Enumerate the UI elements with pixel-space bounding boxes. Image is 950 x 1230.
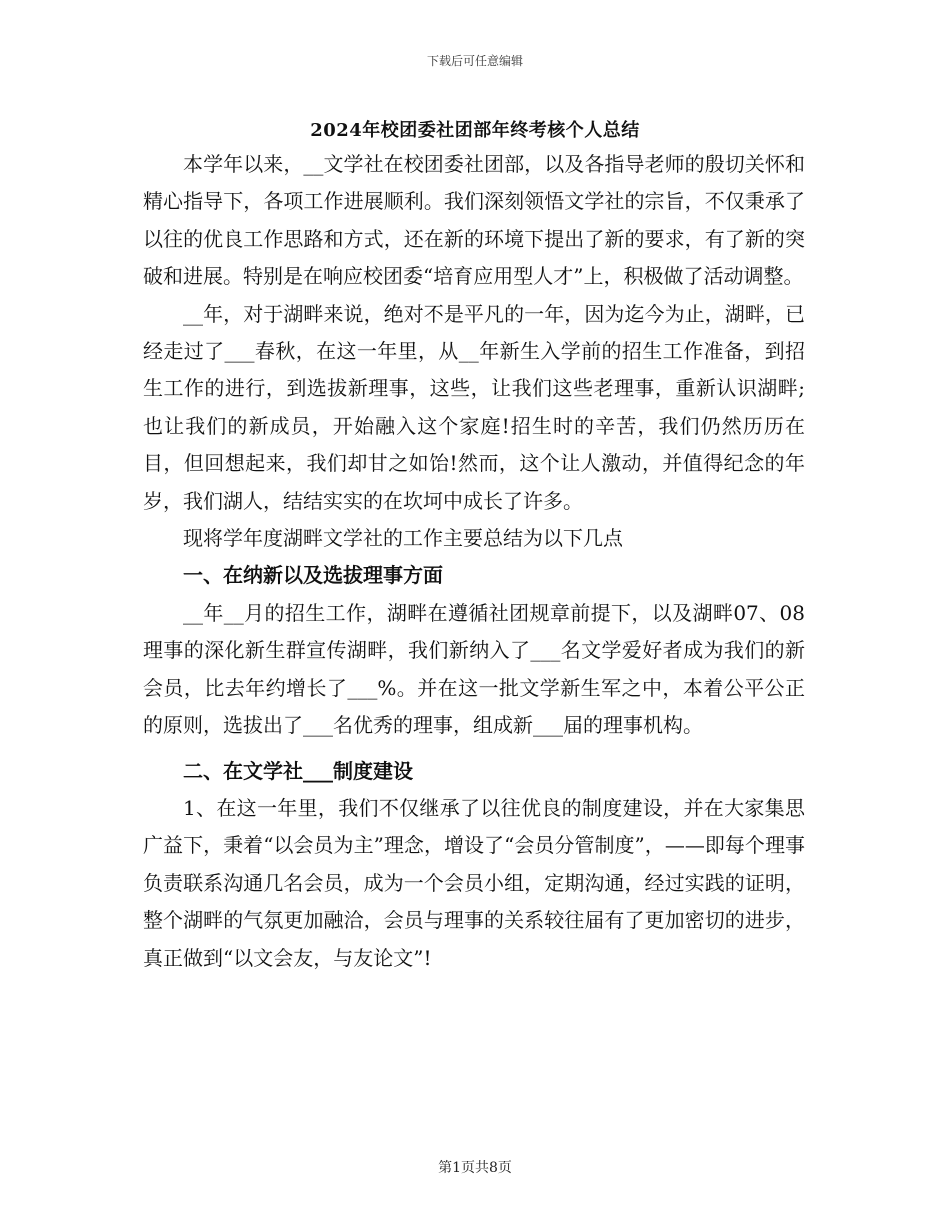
page-footer: 第1页共8页: [438, 1160, 512, 1176]
paragraph-intro: 本学年以来，__文学社在校团委社团部，以及各指导老师的殷切关怀和精心指导下，各项工作进展顺利。我们深刻领悟文学社的宗旨，不仅秉承了以往的优良工作思路和方式，还在新的环境下提出了新的要求，有了新的突破和进展。特别是在响应校团委“培育应用型人才”上，积极做了活动调整。: [143, 152, 805, 289]
section-heading-system: 二、在文学社___制度建设: [183, 758, 413, 783]
section-heading-recruitment: 一、在纳新以及选拔理事方面: [183, 563, 443, 588]
document-title: 2024年校团委社团部年终考核个人总结: [310, 120, 640, 141]
document-body: [143, 146, 805, 977]
paragraph-recruitment: __年__月的招生工作，湖畔在遵循社团规章前提下，以及湖畔07、08理事的深化新生群宣传湖畔，我们新纳入了___名文学爱好者成为我们的新会员，比去年约增长了___%。并在这一批文学新生军之中，本着公平公正的原则，选拔出了___名优秀的理事，组成新___届的理事机构。: [143, 600, 805, 738]
page-header: 下载后可任意编辑: [426, 54, 523, 68]
paragraph-summary-lead: 现将学年度湖畔文学社的工作主要总结为以下几点: [183, 526, 623, 551]
paragraph-system: 1、在这一年里，我们不仅继承了以往优良的制度建设，并在大家集思广益下，秉着“以会员为主”理念，增设了“会员分管制度”，——即每个理事负责联系沟通几名会员，成为一个会员小组，定期沟通，经过实践的证明，整个湖畔的气氛更加融洽，会员与理事的关系较往届有了更加密切的进步，真正做到“以文会友，与友论文”!: [143, 795, 805, 970]
paragraph-year-review: __年，对于湖畔来说，绝对不是平凡的一年，因为迄今为止，湖畔，已经走过了___春秋，在这一年里，从__年新生入学前的招生工作准备，到招生工作的进行，到选拔新理事，这些，让我们这些老理事，重新认识湖畔;也让我们的新成员，开始融入这个家庭!招生时的辛苦，我们仍然历历在目，但回想起来，我们却甘之如饴!然而，这个让人激动，并值得纪念的年岁，我们湖人，结结实实的在坎坷中成长了许多。: [143, 301, 805, 513]
